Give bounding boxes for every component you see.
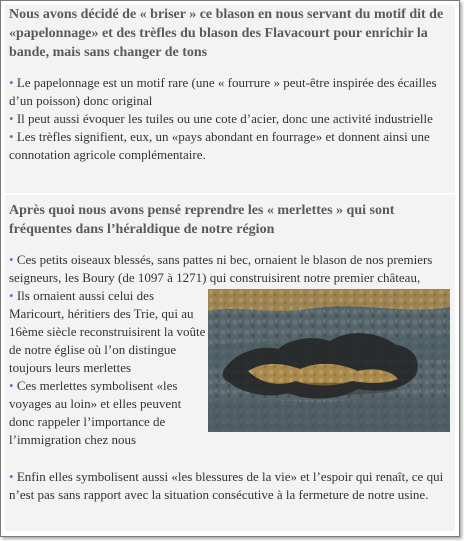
bullet-icon: •: [9, 129, 14, 144]
list-item-text: Ils ornaient aussi celui des Maricourt, héritiers des Trie, qui au 16ème siècle reconstruisirent la voûte de notre église où l’on distingue toujours leurs merlettes: [9, 288, 206, 375]
list-item: [9, 128, 447, 164]
list-item-text: Le papelonnage est un motif rare (une « fourrure » peut-être inspirée des écailles d’un poisson) donc original: [9, 75, 437, 108]
list-item: [9, 110, 447, 128]
bullet-icon: •: [9, 288, 14, 303]
list-item-text: Les trèfles signifient, eux, un «pays abondant en fourrage» et donnent ainsi une connotation agricole complémentaire.: [9, 129, 430, 162]
second-heading: Après quoi nous avons pensé reprendre les « merlettes » qui sont fréquentes dans l’héraldique de notre région: [9, 203, 395, 237]
bullet-icon: •: [9, 469, 14, 484]
list-item: [9, 287, 207, 377]
bullet-icon: •: [9, 378, 14, 393]
papelonnage-list: [9, 74, 447, 164]
intro-heading: Nous avons décidé de « briser » ce blason en nous servant du motif dit de «papelonnage» et des trèfles du blason des Flavacourt pour enrichir la bande, mais sans changer de tons: [9, 7, 444, 60]
bullet-icon: •: [9, 75, 14, 90]
list-item-text: Il peut aussi évoquer les tuiles ou une cote d’acier, donc une activité industrielle: [16, 111, 433, 126]
merlette-photo: [208, 289, 450, 432]
list-item-text: Ces merlettes symbolisent «les voyages au loin» et elles peuvent donc rappeler l’importance de l’immigration chez nous: [9, 378, 182, 447]
bullet-icon: •: [9, 111, 14, 126]
list-item-text: Ces petits oiseaux blessés, sans pattes ni bec, ornaient le blason de nos premiers seigneurs, les Boury (de 1097 à 1271) qui construisirent notre premier château,: [9, 252, 433, 285]
list-item: [9, 74, 447, 110]
list-item: [9, 251, 447, 287]
list-item: [9, 377, 207, 449]
list-item-text: Enfin elles symbolisent aussi «les blessures de la vie» et l’espoir qui renaît, ce qui n’est pas sans rapport avec la situation consécutive à la fermeture de notre usine.: [9, 469, 444, 502]
merlette-image-icon: [208, 289, 450, 432]
bullet-icon: •: [9, 252, 14, 267]
list-item: [9, 468, 447, 504]
intro-section: [9, 5, 447, 62]
merlettes-section: [9, 201, 447, 239]
merlettes-list-end: [9, 468, 447, 504]
